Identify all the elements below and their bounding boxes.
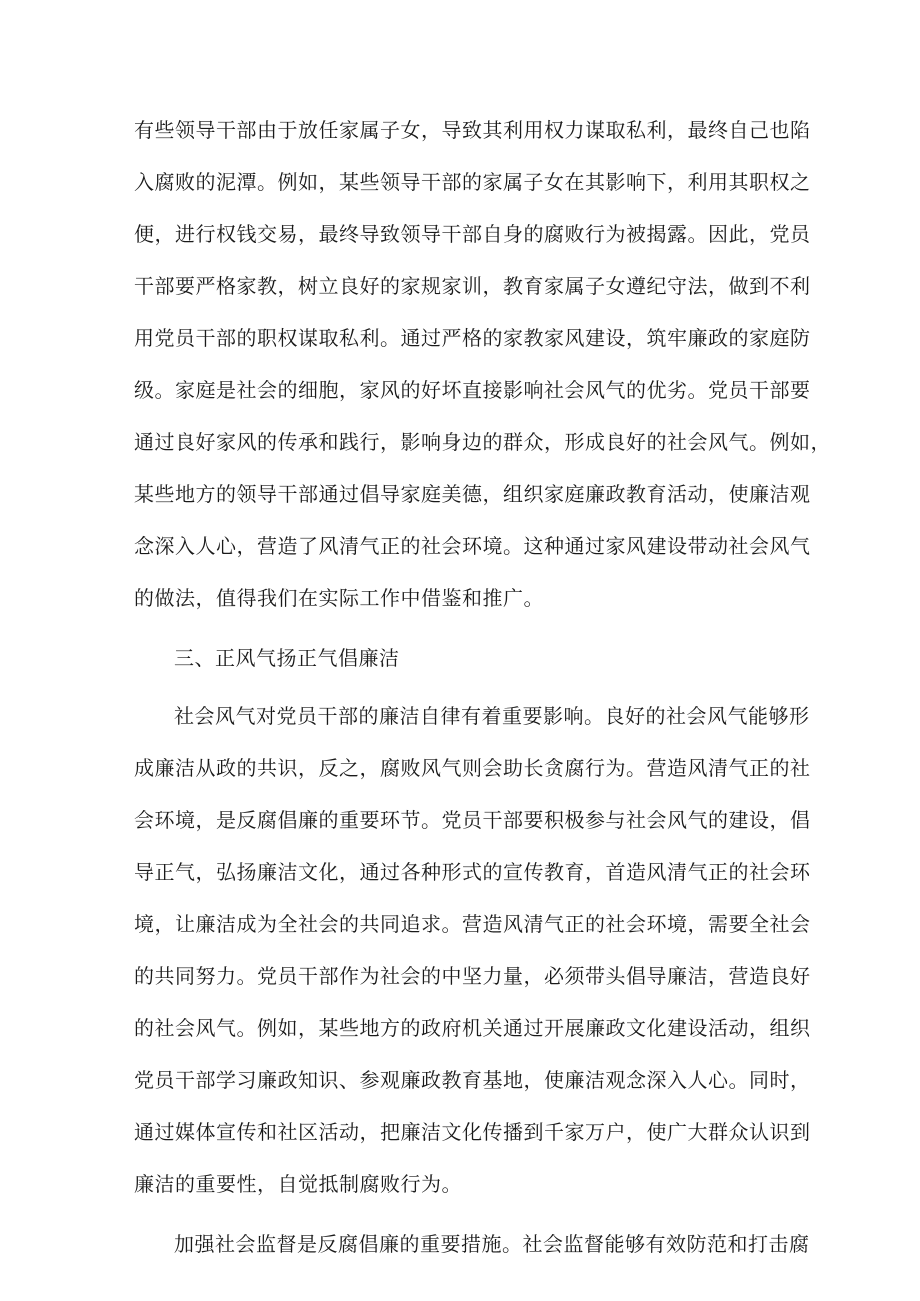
paragraph-line: 的社会风气。例如，某些地方的政府机关通过开展廉政文化建设活动，组织: [134, 1016, 811, 1040]
paragraph-line: 级。家庭是社会的细胞，家风的好坏直接影响社会风气的优劣。党员干部要: [134, 378, 811, 402]
paragraph-line: 有些领导干部由于放任家属子女，导致其利用权力谋取私利，最终自己也陷: [134, 118, 811, 142]
paragraph-line: 念深入人心，营造了风清气正的社会环境。这种通过家风建设带动社会风气: [134, 534, 811, 558]
paragraph-line: 廉洁的重要性，自觉抵制腐败行为。: [134, 1172, 462, 1196]
paragraph-line: 入腐败的泥潭。例如，某些领导干部的家属子女在其影响下，利用其职权之: [134, 170, 811, 194]
paragraph-line: 的共同努力。党员干部作为社会的中坚力量，必须带头倡导廉洁，营造良好: [134, 964, 811, 988]
paragraph-line: 某些地方的领导干部通过倡导家庭美德，组织家庭廉政教育活动，使廉洁观: [134, 482, 811, 506]
paragraph-line: 成廉洁从政的共识，反之，腐败风气则会助长贪腐行为。营造风清气正的社: [134, 756, 811, 780]
paragraph-line: 的做法，值得我们在实际工作中借鉴和推广。: [134, 586, 544, 610]
paragraph-line: 加强社会监督是反腐倡廉的重要措施。社会监督能够有效防范和打击腐: [174, 1232, 810, 1256]
paragraph-line: 会环境，是反腐倡廉的重要环节。党员干部要积极参与社会风气的建设，倡: [134, 808, 811, 832]
paragraph-line: 干部要严格家教，树立良好的家规家训，教育家属子女遵纪守法，做到不利: [134, 274, 811, 298]
paragraph-line: 党员干部学习廉政知识、参观廉政教育基地，使廉洁观念深入人心。同时，: [134, 1068, 811, 1092]
paragraph-line: 导正气，弘扬廉洁文化，通过各种形式的宣传教育，首造风清气正的社会环: [134, 860, 811, 884]
paragraph-line: 通过良好家风的传承和践行，影响身边的群众，形成良好的社会风气。例如，: [134, 430, 831, 454]
paragraph-line: 通过媒体宣传和社区活动，把廉洁文化传播到千家万户，使广大群众认识到: [134, 1120, 811, 1144]
paragraph-line: 境，让廉洁成为全社会的共同追求。营造风清气正的社会环境，需要全社会: [134, 912, 811, 936]
paragraph-line: 便，进行权钱交易，最终导致领导干部自身的腐败行为被揭露。因此，党员: [134, 222, 811, 246]
paragraph-line: 社会风气对党员干部的廉洁自律有着重要影响。良好的社会风气能够形: [174, 704, 810, 728]
section-heading: 三、正风气扬正气倡廉洁: [174, 646, 400, 670]
paragraph-line: 用党员干部的职权谋取私利。通过严格的家教家风建设，筑牢廉政的家庭防: [134, 326, 811, 350]
